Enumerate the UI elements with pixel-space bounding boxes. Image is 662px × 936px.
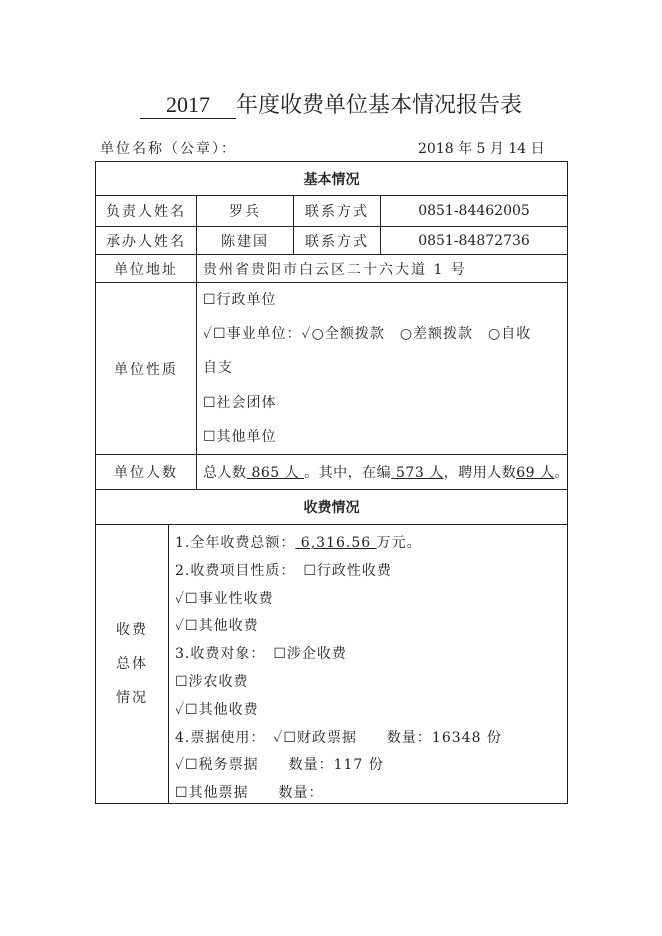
people-text: 总人数 [203, 465, 247, 481]
handler-name: 陈建国 [196, 226, 294, 255]
nature-label: 单位性质 [95, 282, 197, 455]
address-label: 单位地址 [95, 254, 197, 283]
nature-option[interactable]: ☐社会团体 [203, 394, 277, 411]
people-label: 单位人数 [95, 454, 197, 490]
page-title [0, 88, 662, 119]
leader-name: 罗兵 [196, 195, 294, 227]
unit-name-label: 单位名称（公章）： [100, 141, 237, 157]
side-label-line: 情况 [116, 690, 148, 706]
nature-option[interactable]: ☐其他单位 [203, 428, 277, 445]
fee-total-value: 6,316.56 [295, 535, 377, 551]
leader-phone: 0851-84462005 [380, 195, 568, 227]
address-value: 贵州省贵阳市白云区二十六大道 1 号 [196, 254, 568, 283]
leader-label: 负责人姓名 [95, 195, 197, 227]
nature-option[interactable]: ✓☐事业单位：✓○全额拨款 ○差额拨款 ○自收 [203, 326, 532, 343]
fees-section-title: 收费情况 [95, 489, 568, 525]
people-text: 。 [554, 465, 569, 481]
fee-total-line [175, 529, 422, 557]
nature-options [196, 282, 568, 455]
side-label-line: 收费 [116, 622, 148, 638]
side-label-line: 总体 [116, 656, 148, 672]
people-hired: 69 人 [516, 465, 555, 481]
basic-section-title: 基本情况 [95, 161, 568, 196]
people-value [196, 454, 568, 490]
people-staff: 573 人 [391, 465, 444, 481]
people-text: 。其中，在编 [304, 465, 392, 481]
people-total: 865 人 [246, 465, 305, 481]
title-text: 年度收费单位基本情况报告表 [235, 93, 522, 118]
fee-line[interactable]: ✓☐其他收费 [175, 618, 259, 635]
fee-line[interactable]: ✓☐其他收费 [175, 701, 259, 718]
fee-line[interactable]: ✓☐税务票据 数量：117 份 [175, 757, 384, 774]
report-year: 2017 [140, 92, 236, 119]
fee-total-label: 1.全年收费总额： [175, 535, 296, 551]
handler-phone: 0851-84872736 [380, 226, 568, 255]
fee-line[interactable]: ☐其他票据 数量： [175, 785, 324, 802]
contact-label: 联系方式 [293, 195, 381, 227]
contact-label: 联系方式 [293, 226, 381, 255]
fee-line[interactable]: 2.收费项目性质： ☐行政性收费 [175, 562, 392, 579]
fees-side-label [95, 524, 169, 804]
handler-label: 承办人姓名 [95, 226, 197, 255]
nature-option: 自支 [203, 360, 233, 377]
fee-line[interactable]: 4.票据使用： ✓☐财政票据 数量：16348 份 [175, 729, 502, 746]
nature-option[interactable]: ☐行政单位 [203, 292, 277, 308]
fee-line[interactable]: ✓☐事业性收费 [175, 590, 274, 607]
fee-total-unit: 万元。 [376, 535, 422, 551]
report-date: 2018 年 5 月 14 日 [418, 141, 545, 157]
fees-details [168, 524, 568, 804]
fee-line[interactable]: ☐涉农收费 [175, 673, 249, 690]
fee-line[interactable]: 3.收费对象： ☐涉企收费 [175, 646, 347, 663]
people-text: ，聘用人数 [443, 465, 517, 481]
